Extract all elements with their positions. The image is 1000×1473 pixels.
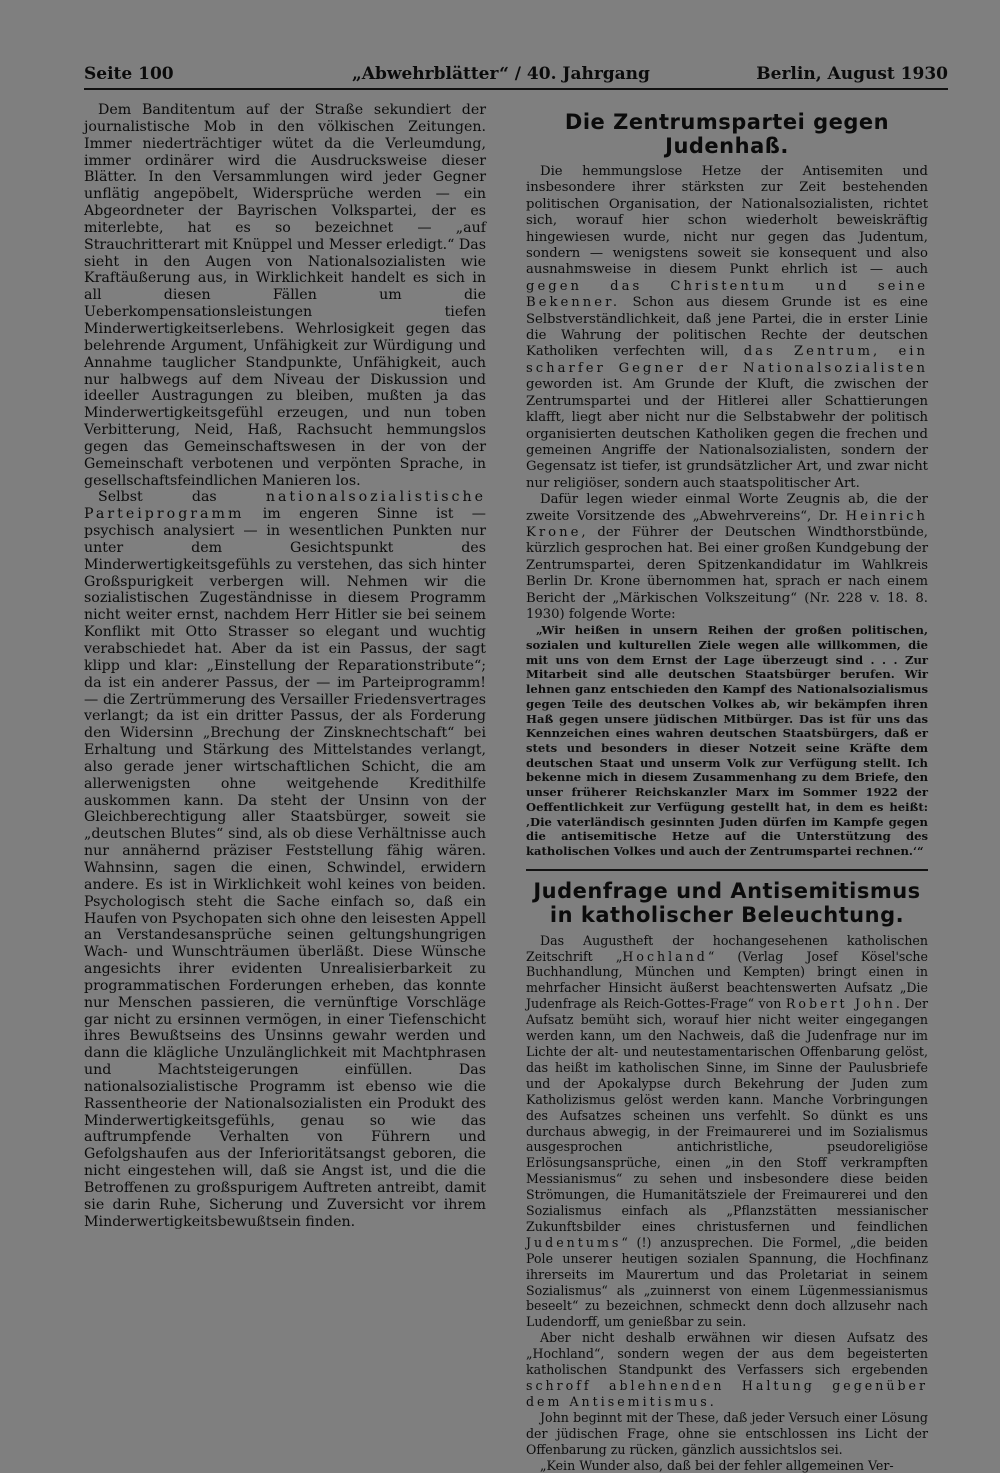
spaced-emphasis: schroff ablehnenden Haltung gegenüber dem Antisemitismus [526,1378,928,1409]
spaced-emphasis: das Zentrum, ein scharfer Gegner der Nationalsozialisten [526,344,928,376]
text-span: . [709,1393,714,1409]
article1-paragraph-1 [526,164,928,492]
spaced-emphasis: Hochland [622,948,708,964]
text-span: Dafür legen wieder einmal Worte Zeugnis ab, die der zweite Vorsitzende des „Abwehrvereins“, Dr. [526,492,928,524]
left-column [84,102,486,1231]
text-span: . Der Aufsatz bemüht sich, worauf hier nicht weiter eingegangen werden kann, um den Nachweis, daß die Judenfrage nur im Lichte der alt- und neutestamentarischen Offenbarung gelöst, das heißt im katholischen Sinne, im Sinne der Paulusbriefe und der Apokalypse durch Bekehrung der Juden zum Katholizismus gelöst werden kann. Manche Vorbringungen des Aufsatzes scheinen uns verfehlt. So dünkt es uns durchaus abwegig, in der Freimaurerei und im Sozialismus ausgesprochen antichristliche, pseudoreligiöse Erlösungsansprüche, einen „in den Stoff verkrampften Messianismus“ zu sehen und insbesondere diese beiden Strömungen, die Humanitätsziele der Freimaurerei und den Sozialismus einfach als „Pflanzstätten messianischer Zukunftsbilder eines christusfernen und feindlichen [526,996,928,1234]
article-title-judenfrage: Judenfrage und Antisemitismus in katholischer Beleuchtung. [533,878,921,927]
article2-paragraph-3: John beginnt mit der These, daß jeder Versuch einer Lösung der jüdischen Frage, ohne sie entschlossen ins Licht der Offenbarung zu rücken, gänzlich aussichtslos sei. [526,1409,928,1457]
journal-title: „Abwehrblätter“ / 40. Jahrgang [352,64,650,84]
text-span: “ (!) anzusprechen. Die Formel, „die beiden Pole unserer heutigen sozialen Spannung, die Hochfinanz ihrerseits im Maurertum und das Proletariat in seinem Sozialismus“ als „zuinnerst von einem Lügenmessianismus beseelt“ zu bezeichnen, schmeckt denn doch allzusehr nach Ludendorff, um genießbar zu sein. [526,1234,928,1330]
text-span: , der Führer der Deutschen Windthorstbünde, kürzlich gesprochen hat. Bei einer großen Kundgebung der Zentrumspartei, deren Spitzenkandidatur im Wahlkreis Berlin Dr. Krone übernommen hat, sprach er nach einem Bericht der „Märkischen Volkszeitung“ (Nr. 228 v. 18. 8. 1930) folgende Worte: [526,524,928,622]
spaced-emphasis: nationalsozialistische Parteiprogramm [84,489,486,523]
spaced-emphasis: Heinrich Krone [526,508,928,540]
right-column [526,110,928,1473]
article-title-zentrum: Die Zentrumspartei gegen Judenhaß. [564,110,890,158]
article2-paragraph-2 [526,1330,928,1410]
text-span: Schon aus diesem Grunde ist es eine Selbstverständlichkeit, daß jene Partei, die in erster Linie die Wahrung der politischen Rechte der deutschen Katholiken verfechten will, [526,295,928,360]
text-span: im engeren Sinne ist — psychisch analysiert — in wesentlichen Punkten nur unter dem Gesichtspunkt des Minderwertigkeitsgefühls zu verstehen, das sich hinter Großspurigkeit verbergen will. Nehmen wir die sozialistischen Zugeständnisse in diesem Programm nicht weiter ernst, nachdem Herr Hitler sie bei seinem Konflikt mit Otto Strasser so elegant und wuchtig verabschiedet hat. Aber da ist ein Passus, der sagt klipp und klar: „Einstellung der Reparationstribute“; da ist ein anderer Passus, der — im Parteiprogramm! — die Zertrümmerung des Versailler Friedensvertrages verlangt; da ist ein dritter Passus, der als Forderung den Widersinn „Brechung der Zinsknechtschaft“ bei Erhaltung und Stärkung des Mittelstandes verlangt, also gerade jener wirtschaftlichen Schicht, die am allerwenigsten ohne weitgehende Kredithilfe auskommen kann. Da steht der Unsinn von der Gleichberechtigung aller Staatsbürger, soweit sie „deutschen Blutes“ sind, als ob diese Verhältnisse auch nur annähernd präziser Feststellung fähig wären. Wahnsinn, sagen die einen, Schwindel, erwidern andere. Es ist in Wirklichkeit wohl keines von beiden. Psychologisch steht die Sache einfach so, daß ein Haufen von Psychopaten sich ohne den leisesten Appell an Verstandesansprüche seinen geltungshungrigen Wach- und Wunschträumen überläßt. Diese Wünsche angesichts ihrer evidenten Unrealisierbarkeit zu programmatischen Forderungen erheben, das konnte nur Menschen passieren, die vernünftige Vorschläge gar nicht zu ersinnen vermögen, in einer Tiefenschicht ihres Bewußtseins des Unsinns gewahr werden und dann die klägliche Unzulänglichkeit mit Machtphrasen und Machtsteigerungen einfüllen. Das nationalsozialistische Programm ist ebenso wie die Rassentheorie der Nationalsozialisten ein Produkt des Minderwertigkeitsgefühls, genau so wie das auftrumpfende Verhalten von Führern und Gefolgshaufen aus der Inferioritätsangst geboren, die nicht eingestehen will, daß sie Angst ist, und die die Betroffenen zu großspurigem Auftreten antreibt, damit sie darin Ruhe, Sicherung und Zuversicht vor ihrem Minderwertigkeitsbewußtsein finden. [84,506,486,1230]
text-span: geworden ist. Am Grunde der Kluft, die zwischen der Zentrumspartei und der Hitlerei aller Schattierungen klafft, liegt aber nicht nur die Selbstabwehr der politisch organisierten deutschen Katholiken gegen die frechen und gemeinen Angriffe der Nationalsozialisten, sondern der Gegensatz ist tiefer, ist grundsätzlicher Art, und zwar nicht nur religiöser, sondern auch staatspolitischer Art. [526,377,928,491]
text-span: Selbst das [98,489,266,506]
page-header [84,62,948,90]
page-number: Seite 100 [84,64,174,84]
text-span: Das Augustheft der hochangesehenen katholischen Zeitschrift „ [526,932,928,964]
spaced-emphasis: Judentums [526,1234,622,1250]
article2-paragraph-1 [526,933,928,1331]
place-date: Berlin, August 1930 [756,64,948,84]
spaced-emphasis: gegen das Christentum und seine Bekenner. [526,278,928,311]
text-span: Aber nicht deshalb erwähnen wir diesen Aufsatz des „Hochland“, sondern wegen der aus dem begeisterten katholischen Standpunkt des Verfassers sich ergebenden [526,1330,928,1378]
left-paragraph-2 [84,489,486,1230]
text-span: Die hemmungslose Hetze der Antisemiten und insbesondere ihrer stärksten zur Zeit bestehenden politischen Organisation, der Nationalsozialisten, richtet sich, worauf hier schon wiederholt beweiskräftig hingewiesen wurde, nicht nur gegen das Judentum, sondern — wenigstens soweit sie konsequent und also ausnahmsweise in diesem Punkt ehrlich ist — auch [526,164,928,278]
krone-quote: „Wir heißen in unsern Reihen der großen politischen, sozialen und kulturellen Ziele wegen alle willkommen, die mit uns von dem Ernst der Lage überzeugt sind . . . Zur Mitarbeit sind alle deutschen Staatsbürger berufen. Wir lehnen ganz entschieden den Kampf des Nationalsozialismus gegen Teile des deutschen Volkes ab, wir bekämpfen ihren Haß gegen unsere jüdischen Mitbürger. Das ist für uns das Kennzeichen eines wahren deutschen Staatsbürgers, daß er stets und besonders in dieser Notzeit seine Kräfte dem deutschen Staat und unserm Volk zur Verfügung stellt. Ich bekenne mich in diesem Zusammenhang zu dem Briefe, den unser früherer Reichskanzler Marx im Sommer 1922 der Oeffentlichkeit zur Verfügung gestellt hat, in dem es heißt: ‚Die vaterländisch gesinnten Juden dürfen im Kampfe gegen die antisemitische Hetze auf die Unterstützung des katholischen Volkes und auch der Zentrumspartei rechnen.‘“ [526,623,928,858]
text-span: “ (Verlag Josef Kösel'sche Buchhandlung, München und Kempten) bringt einen in mehrfacher Hinsicht äußerst beachtenswerten Aufsatz „Die Judenfrage als Reich-Gottes-Frage“ von [526,948,929,1012]
article2-paragraph-4: „Kein Wunder also, daß bei der fehler allgemeinen Ver- [540,1457,894,1473]
article-divider [526,869,928,871]
article1-paragraph-2 [526,492,928,623]
left-paragraph-1: Dem Banditentum auf der Straße sekundiert der journalistische Mob in den völkischen Zeitungen. Immer niederträchtiger wütet da die Verleumdung, immer ordinärer wird die Ausdrucksweise dieser Blätter. In den Versammlungen wird jeder Gegner unflätig angepöbelt, Widersprüche werden — ein Abgeordneter der Bayrischen Volkspartei, der es miterlebte, hat es so bezeichnet — „auf Strauchritterart mit Knüppel und Messer erledigt.“ Das sieht in den Augen von Nationalsozialisten wie Kraftäußerung aus, in Wirklichkeit handelt es sich in all diesen Fällen um die Ueberkompensationsleistungen tiefen Minderwertigkeitserlebens. Wehrlosigkeit gegen das belehrende Argument, Unfähigkeit zur Würdigung und Annahme tauglicher Standpunkte, Unfähigkeit, auch nur halbwegs auf dem Niveau der Diskussion und ideeller Austragungen zu bleiben, mußten ja das Minderwertigkeitsgefühl erzeugen, und nun toben Verbitterung, Neid, Haß, Rachsucht hemmungslos gegen das Gemeinschaftswesen in der von der Gemeinschaft verbotenen und verpönten Sprache, in gesellschaftsfeindlichen Manieren los. [84,102,486,489]
spaced-emphasis: Robert John [785,996,896,1012]
